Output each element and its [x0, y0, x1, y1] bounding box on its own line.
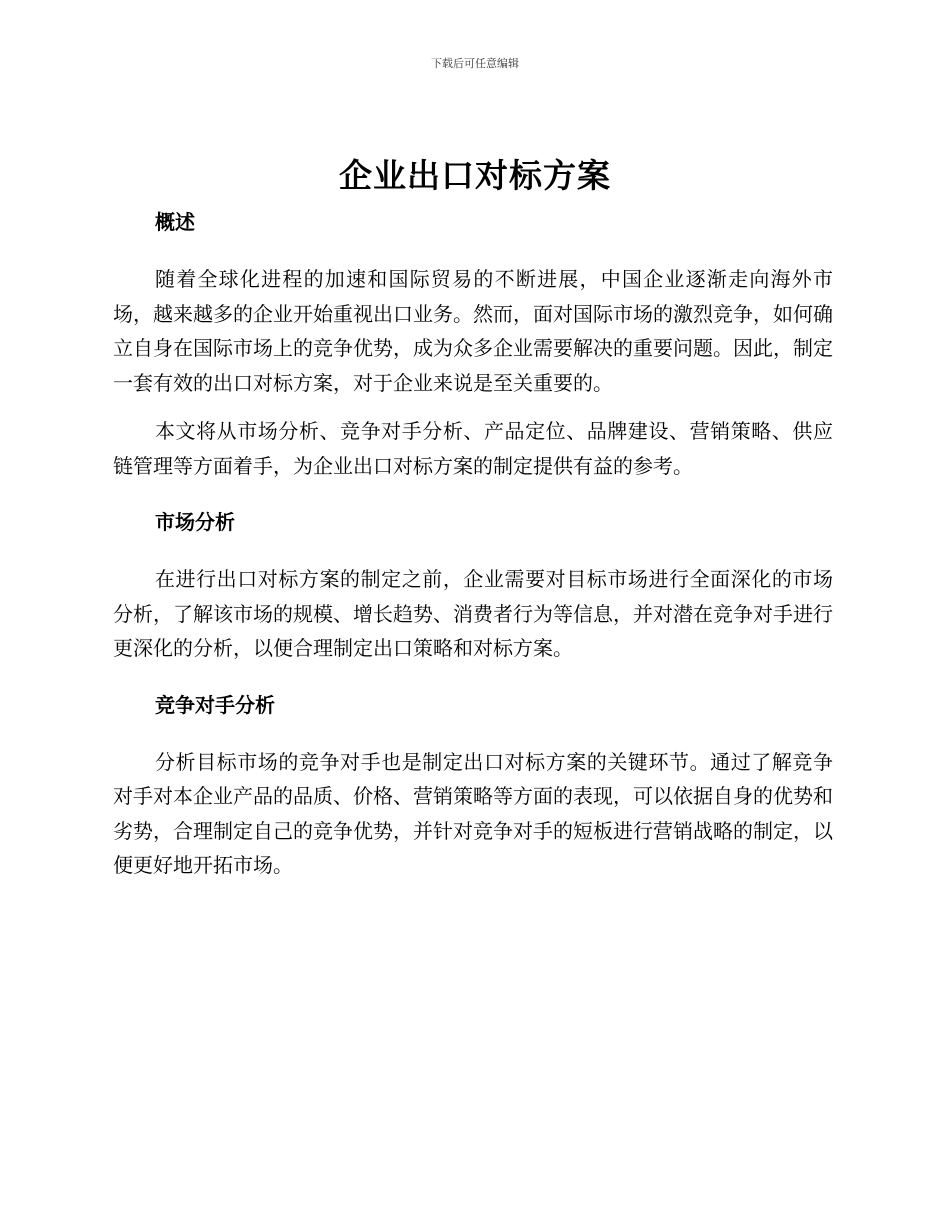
- paragraph: 分析目标市场的竞争对手也是制定出口对标方案的关键环节。通过了解竞争对手对本企业产品的品质、价格、营销策略等方面的表现，可以依据自身的优势和劣势，合理制定自己的竞争优势，并针对竞争对手的短板进行营销战略的制定，以便更好地开拓市场。: [113, 749, 833, 877]
- paragraph: 本文将从市场分析、竞争对手分析、产品定位、品牌建设、营销策略、供应链管理等方面着手，为企业出口对标方案的制定提供有益的参考。: [113, 419, 833, 478]
- header-note: 下载后可任意编辑: [431, 57, 519, 70]
- section-heading-overview: 概述: [155, 210, 195, 234]
- section-heading-competitor-analysis: 竞争对手分析: [155, 692, 275, 717]
- paragraph: 随着全球化进程的加速和国际贸易的不断进展，中国企业逐渐走向海外市场，越来越多的企业开始重视出口业务。然而，面对国际市场的激烈竞争，如何确立自身在国际市场上的竞争优势，成为众多企业需要解决的重要问题。因此，制定一套有效的出口对标方案，对于企业来说是至关重要的。: [113, 267, 833, 395]
- document-body: [113, 205, 833, 883]
- paragraph: 在进行出口对标方案的制定之前，企业需要对目标市场进行全面深化的市场分析，了解该市场的规模、增长趋势、消费者行为等信息，并对潜在竞争对手进行更深化的分析，以便合理制定出口策略和对标方案。: [113, 567, 833, 660]
- document-title: 企业出口对标方案: [339, 156, 611, 195]
- section-heading-market-analysis: 市场分析: [155, 510, 235, 534]
